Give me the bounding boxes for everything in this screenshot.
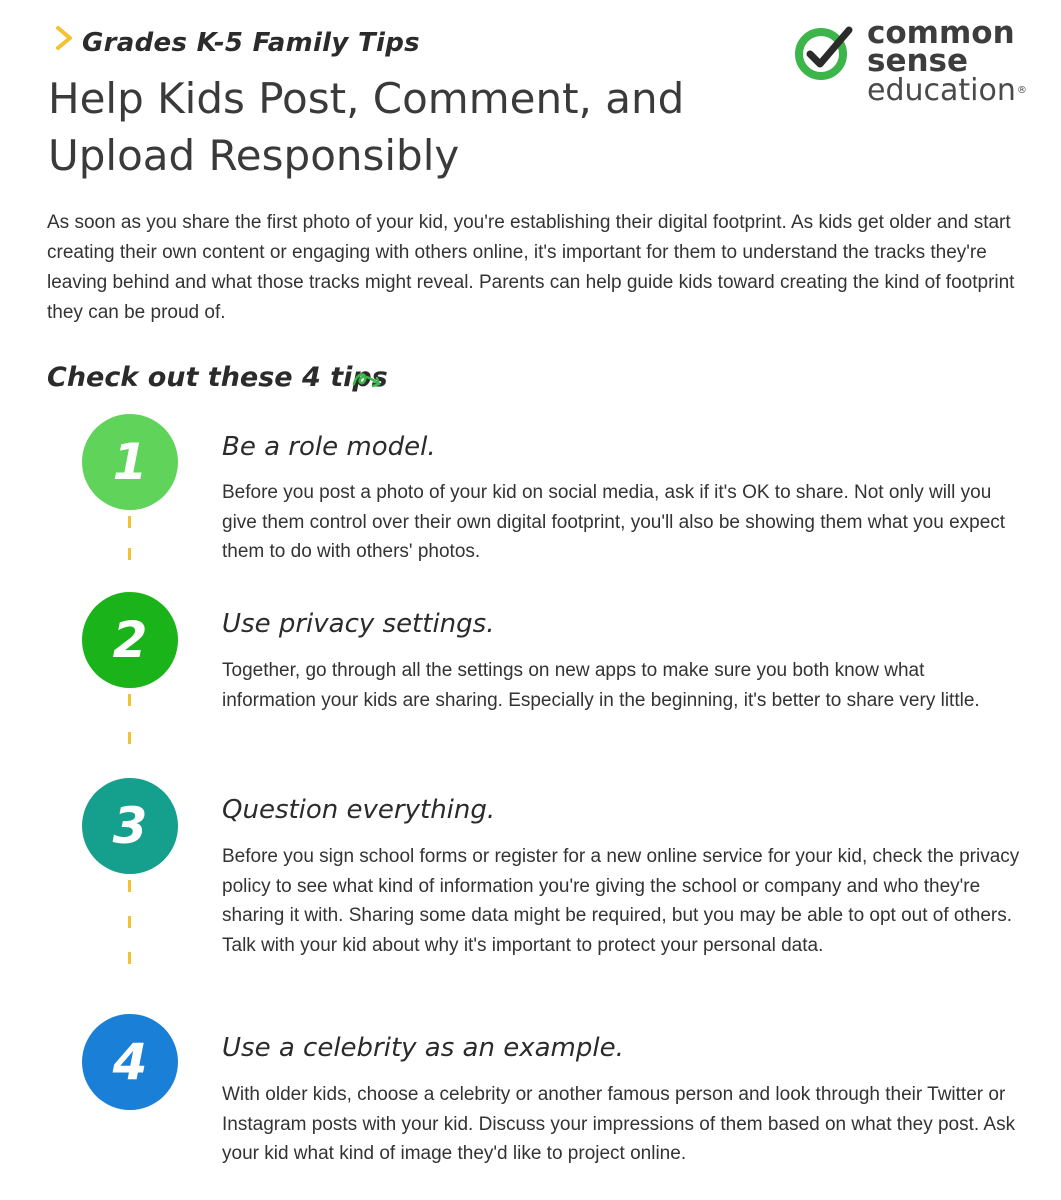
- registered-mark: ®: [1016, 85, 1027, 96]
- tips-subheading: Check out these 4 tips: [47, 362, 388, 393]
- timeline-dash: [128, 516, 131, 528]
- chevron-right-icon: [52, 22, 78, 58]
- tip-3-body: Before you sign school forms or register for a new online service for your kid, check the privacy policy to see what kind of information you're giving the school or company and who they're sharing it with. Sharing some data might be required, but you may be able to opt out of others. Talk with your kid about why it's important to protect your personal data.: [222, 846, 1020, 956]
- tip-2-body: Together, go through all the settings on new apps to make sure you both know what information your kids are sharing. Especially in the beginning, it's better to share very little.: [222, 660, 980, 711]
- checkmark-logo-icon: [793, 22, 855, 84]
- logo-word-education: education®: [867, 73, 1027, 108]
- grade-tag: Grades K-5 Family Tips: [82, 28, 420, 58]
- tip-1-number-badge: 1: [82, 414, 178, 510]
- page-title: Help Kids Post, Comment, and Upload Responsibly: [48, 74, 685, 180]
- tip-2-number-badge: 2: [82, 592, 178, 688]
- common-sense-logo: [793, 16, 1033, 108]
- tip-1-body: Before you post a photo of your kid on social media, ask if it's OK to share. Not only will you give them control over their own digital footprint, you'll also be showing them what you expect them to do with others' photos.: [222, 482, 1006, 563]
- tip-2-title: Use privacy settings.: [222, 609, 495, 639]
- timeline-dash: [128, 694, 131, 706]
- timeline-dash: [128, 952, 131, 964]
- intro-paragraph: As soon as you share the first photo of your kid, you're establishing their digital footprint. As kids get older and start creating their own content or engaging with others online, it's important for them to understand the tracks they're leaving behind and what those tracks might reveal. Parents can help guide kids toward creating the kind of footprint they can be proud of.: [47, 212, 1015, 323]
- timeline-dash: [128, 916, 131, 928]
- logo-word-common: common: [867, 15, 1015, 51]
- tip-4-title: Use a celebrity as an example.: [222, 1033, 624, 1063]
- curly-arrow-icon: [351, 368, 383, 390]
- tip-3-title: Question everything.: [222, 795, 496, 825]
- logo-word-sense: sense: [867, 43, 969, 79]
- timeline-dash: [128, 880, 131, 892]
- timeline-dash: [128, 548, 131, 560]
- timeline-dash: [128, 732, 131, 744]
- tip-3-number-badge: 3: [82, 778, 178, 874]
- tip-1-title: Be a role model.: [222, 432, 436, 462]
- tip-4-number-badge: 4: [82, 1014, 178, 1110]
- tip-4-body: With older kids, choose a celebrity or another famous person and look through their Twitter or Instagram posts with your kid. Discuss your impressions of them based on what they post. Ask your kid what kind of image they'd like to project online.: [222, 1084, 1016, 1165]
